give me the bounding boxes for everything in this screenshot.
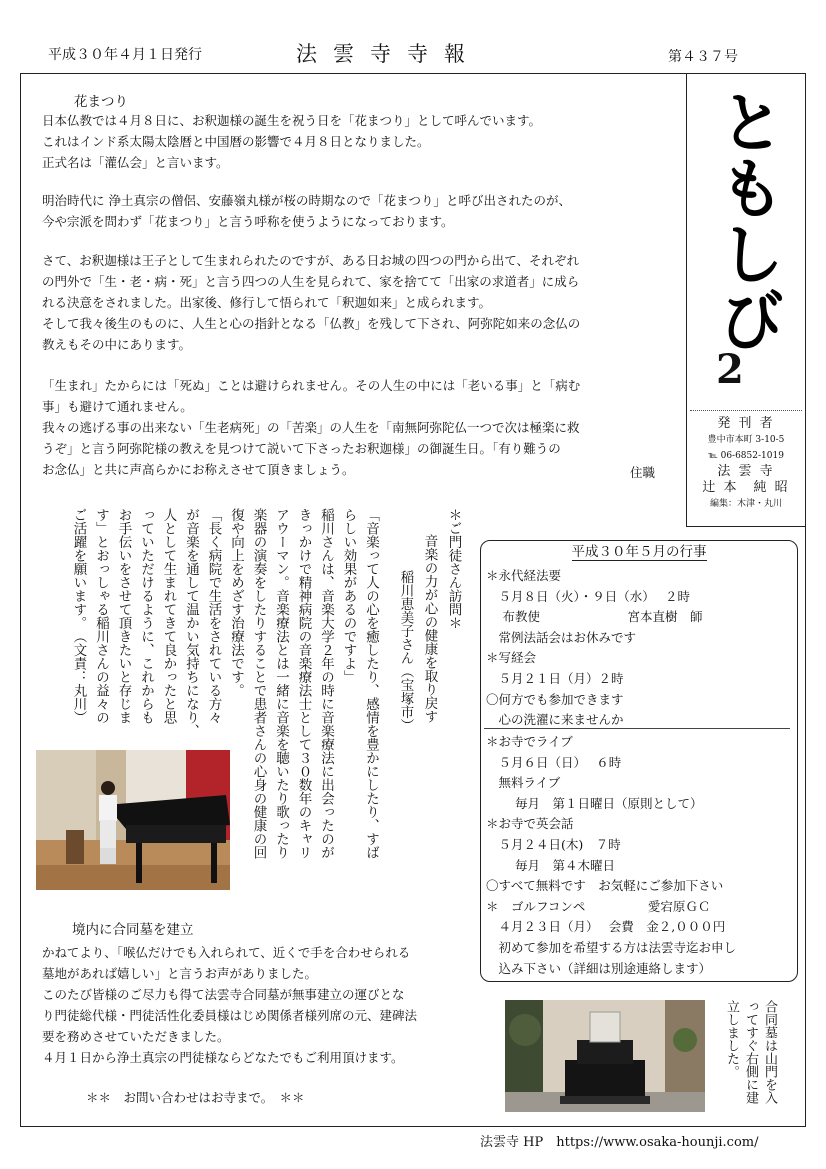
masthead-title bbox=[700, 88, 792, 398]
hanamatsuri-para-1: 日本仏教では４月８日に、お釈迦様の誕生を祝う日を「花まつり」として呼んでいます。 これはインド系太陽太陰暦と中国暦の影響で４月８日となりました。 正式名は「灌仏会」と言います。 bbox=[42, 113, 542, 170]
grave-contact: ＊＊ お問い合わせはお寺まで。 ＊＊ bbox=[86, 1090, 305, 1105]
issue-date: 平成３０年４月１日発行 bbox=[48, 47, 202, 63]
publisher-address: 豊中市本町 3-10-5 bbox=[707, 435, 785, 445]
masthead-divider bbox=[690, 410, 802, 411]
grave-title: 境内に合同墓を建立 bbox=[72, 922, 194, 938]
grave-body: かねてより、「喉仏だけでも入れられて、近くで手を合わせられる 墓地があれば嬉しい」と言うお声がありました。 このたび皆様のご尽力も得て法雲寺合同墓が無事建立の運びとな り門徒総代様・門徒活性化委員様はじめ関係者様列席の元、建碑法 要を務めさせていただきました。 ４月１日から浄土真宗の門徒様ならどなたでもご利用頂けます。 bbox=[42, 945, 418, 1065]
masthead-volume: 2 bbox=[716, 346, 744, 393]
hanamatsuri-para-3: さて、お釈迦様は王子として生まれられたのですが、ある日お城の四つの門から出て、それぞれ の門外で「生・老・病・死」と言う四つの人生を見られて、家を捨てて「出家の求道者」に成ら れる決意をされました。出家後、修行して悟られて「釈迦如来」と成られます。 そして我々後生のものに、人生と心の指針となる「仏教」を残して下され、阿弥陀如来の念仏の 教えもその中にあります。 bbox=[42, 253, 581, 352]
visit-subtitle: 音楽の力が心の健康を取り戻す bbox=[421, 534, 438, 723]
events-divider bbox=[484, 728, 790, 729]
publisher-temple: 法 雲 寺 bbox=[717, 464, 775, 479]
hanamatsuri-para-2: 明治時代に 浄土真宗の僧侶、安藤嶺丸様が桜の時期なので「花まつり」と呼び出されたのが、 今や宗派を問わず「花まつり」と言う呼称を使うようになっております。 bbox=[42, 193, 571, 229]
newsletter-header-title: 法雲寺寺報 bbox=[296, 42, 481, 66]
publisher-editors: 編集：木津・丸川 bbox=[709, 499, 782, 509]
events-section-1: ＊永代経法要 ５月８日（火）・９日（水） ２時 布教使 宮本直樹 師 常例法話会はお休みです ＊写経会 ５月２１日（月）２時 〇何方でも参加できます 心の洗濯に来ませんか bbox=[486, 568, 703, 728]
hanamatsuri-para-4: 「生まれ」たからには「死ぬ」ことは避けられません。その人生の中には「老いる事」と「病む 事」も避けて通れません。 我々の逃げる事の出来ない「生老病死」の「苦楽」の人生を「南無阿弥陀仏一つで次は極楽に救 うぞ」と言う阿弥陀様の教えを見つけて説いて下さったお釈迦様」の御誕生日。「有り難うの お念仏」と共に声高らかにお称えさせて頂きましょう。 bbox=[42, 378, 581, 477]
events-title bbox=[480, 540, 798, 560]
visit-title: ＊ご門徒さん訪問＊ bbox=[445, 508, 462, 630]
publisher-tel: ℡ 06-6852-1019 bbox=[708, 451, 784, 461]
pianist-photo bbox=[36, 750, 230, 890]
publisher-name: 辻 本 純 昭 bbox=[702, 480, 790, 495]
visit-person: 稲川恵美子さん（宝塚市） bbox=[397, 570, 414, 732]
grave-photo bbox=[505, 1000, 705, 1112]
publisher-label: 発 刊 者 bbox=[717, 416, 775, 431]
hanamatsuri-title: 花まつり bbox=[74, 94, 128, 110]
hanamatsuri-signature: 住職 bbox=[630, 465, 656, 480]
events-title-text: 平成３０年５月の行事 bbox=[571, 544, 707, 560]
visit-body: 「音楽って人の心を癒したり、感情を豊かにしたり、すば らしい効果があるのですよ」 稲川さんは、音楽大学２年の時に音楽療法に出会ったのが きっかけで精神病院の音楽療法士として３０数年のキャリ アウーマン。音楽療法とは一緒に音楽を聴いたり歌ったり 楽器の演奏をしたりすることで患者さんの心身の健康の回 復や向上をめざす治療法です。 「長く病院で生活をされている方々 が音楽を通して温かい気持ちになり、 人として生まれてきて良かったと思 っていただけるように、これからも お手伝いをさせて頂きたいと存じま す」とおっしゃる稲川さんの益々の ご活躍を願います。 （文責：丸川） bbox=[70, 508, 379, 859]
grave-caption: 合同墓は山門を入 ってすぐ右側に建 立しました。 bbox=[724, 1000, 777, 1104]
masthead-name-text: ともしび bbox=[707, 88, 785, 352]
publisher-info bbox=[690, 416, 802, 512]
events-section-2: ＊お寺でライブ ５月６日（日） ６時 無料ライブ 毎月 第１日曜日（原則として） ＊お寺で英会話 ５月２４日(木) ７時 毎月 第４木曜日 〇すべて無料です お気軽にご参加下さい ＊ ゴルフコンペ 愛宕原ＧＣ ４月２３日（月） 会費 金２,０００円 初めて参加を希望する方は法雲寺迄お申し 込み下さい（詳細は別途連絡します） bbox=[486, 734, 737, 976]
issue-number: 第４３７号 bbox=[668, 49, 738, 65]
footer-url[interactable]: 法雲寺 HP https://www.osaka-hounji.com/ bbox=[480, 1135, 759, 1150]
